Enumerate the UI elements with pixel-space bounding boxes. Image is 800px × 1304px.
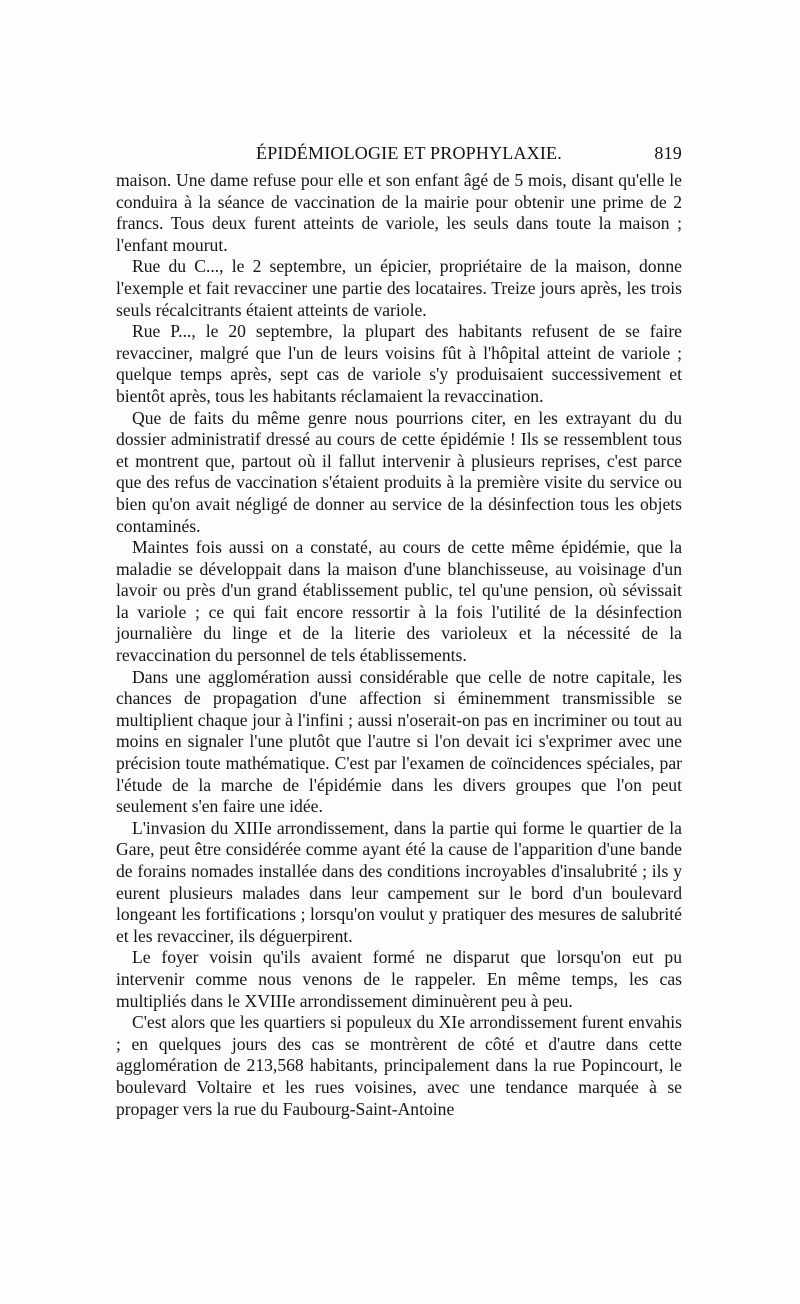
paragraph: Maintes fois aussi on a constaté, au cours de cette même épidémie, que la maladie se développait dans la maison d'une blanchisseuse, au voisinage d'un lavoir ou près d'un grand établissement public, tel qu'une pension, où sévissait la variole ; ce qui fait encore ressortir à la fois l'utilité de la désinfection journalière du linge et de la literie des varioleux et la nécessité de la revaccination du personnel de tels établissements. — [116, 537, 682, 666]
paragraph: L'invasion du XIIIe arrondissement, dans la partie qui forme le quartier de la Gare, peut être considérée comme ayant été la cause de l'apparition d'une bande de forains nomades installée dans des conditions incroyables d'insalubrité ; ils y eurent plusieurs malades dans leur campement sur le bord d'un boulevard longeant les fortifications ; lorsqu'on voulut y pratiquer des mesures de salubrité et les revacciner, ils déguerpirent. — [116, 817, 682, 946]
paragraph: maison. Une dame refuse pour elle et son enfant âgé de 5 mois, disant qu'elle le conduira à la séance de vaccination de la mairie pour obtenir une prime de 2 francs. Tous deux furent atteints de variole, les seuls dans toute la maison ; l'enfant mourut. — [116, 170, 682, 255]
running-header — [116, 143, 682, 169]
paragraph: Le foyer voisin qu'ils avaient formé ne disparut que lorsqu'on eut pu intervenir comme nous venons de le rappeler. En même temps, les cas multipliés dans le XVIIIe arrondissement diminuèrent peu à peu. — [116, 947, 682, 1011]
paragraph: Rue P..., le 20 septembre, la plupart des habitants refusent de se faire revacciner, malgré que l'un de leurs voisins fût à l'hôpital atteint de variole ; quelque temps après, sept cas de variole s'y produisaient successivement et bientôt après, tous les habitants réclamaient la revaccination. — [116, 321, 682, 406]
header-title: ÉPIDÉMIOLOGIE ET PROPHYLAXIE. — [256, 143, 562, 163]
page-number: 819 — [654, 143, 682, 163]
body-text — [116, 170, 682, 1120]
paragraph: Que de faits du même genre nous pourrions citer, en les extrayant du du dossier administratif dressé au cours de cette épidémie ! Ils se ressemblent tous et montrent que, partout où il fallut intervenir à plusieurs reprises, c'est parce que des refus de vaccination s'étaient produits à la première visite du service ou bien qu'on avait négligé de donner au service de la désinfection tous les objets contaminés. — [116, 407, 682, 536]
paragraph: Rue du C..., le 2 septembre, un épicier, propriétaire de la maison, donne l'exemple et fait revacciner une partie des locataires. Treize jours après, les trois seuls récalcitrants étaient atteints de variole. — [116, 256, 682, 320]
paragraph: C'est alors que les quartiers si populeux du XIe arrondissement furent envahis ; en quelques jours des cas se montrèrent de côté et d'autre dans cette agglomération de 213,568 habitants, principalement dans la rue Popincourt, le boulevard Voltaire et les rues voisines, avec une tendance marquée à se propager vers la rue du Faubourg-Saint-Antoine — [116, 1012, 682, 1119]
paragraph: Dans une agglomération aussi considérable que celle de notre capitale, les chances de propagation d'une affection si éminemment transmissible se multiplient chaque jour à l'infini ; aussi n'oserait-on pas en incriminer ou tout au moins en signaler l'une plutôt que l'autre si l'on devait ici s'exprimer avec une précision toute mathématique. C'est par l'examen de coïncidences spéciales, par l'étude de la marche de l'épidémie dans les divers groupes que l'on peut seulement s'en faire une idée. — [116, 666, 682, 817]
